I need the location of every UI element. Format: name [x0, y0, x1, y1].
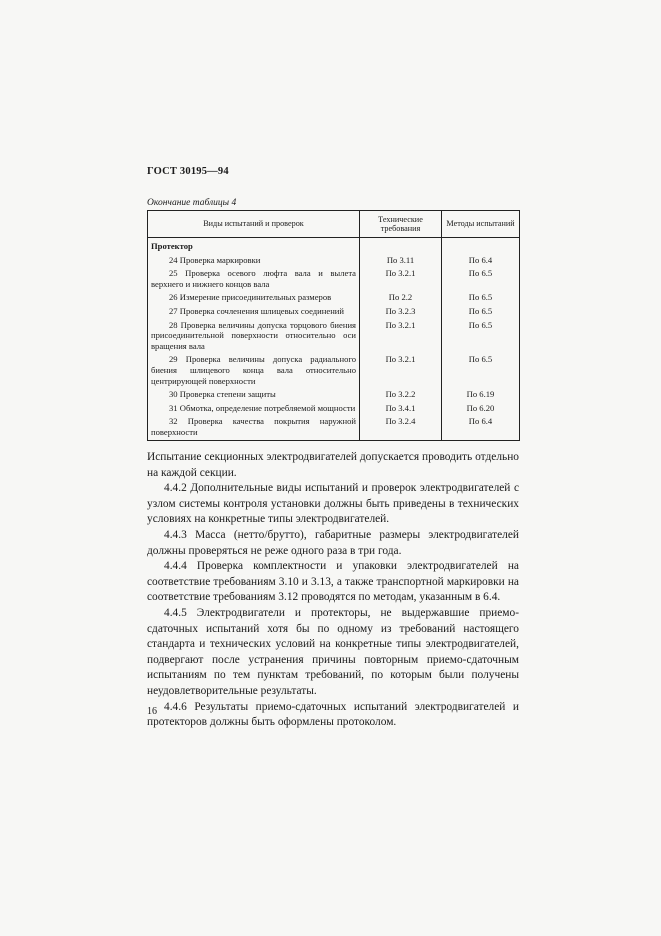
- requirement-cell: По 3.2.1: [360, 319, 442, 354]
- table-header-row: [148, 211, 520, 238]
- method-cell: По 6.5: [442, 305, 520, 319]
- method-cell: По 6.5: [442, 267, 520, 291]
- page-number: 16: [147, 706, 157, 717]
- paragraph-4-4-2: 4.4.2 Дополнительные виды испытаний и проверок электродвигателей с узлом системы контроля установки должны быть приведены в технических условиях на конкретные типы электродвигателей.: [147, 482, 519, 526]
- requirement-cell: По 3.2.2: [360, 388, 442, 402]
- test-name-cell: 29 Проверка величины допуска радиального биения шлицевого конца вала относительно центрирующей поверхности: [148, 353, 360, 388]
- method-cell: По 6.5: [442, 291, 520, 305]
- test-name-cell: 24 Проверка маркировки: [148, 254, 360, 268]
- table-row: [148, 254, 520, 268]
- paragraph-4-4-4: 4.4.4 Проверка комплектности и упаковки электродвигателей на соответствие требованиям 3.10 и 3.13, а также транспортной маркировки на соответствие требованиям 3.12 проводятся по методам, указанным в 6.4.: [147, 560, 519, 604]
- requirement-cell: По 3.2.1: [360, 267, 442, 291]
- paragraph-4-4-6: 4.4.6 Результаты приемо-сдаточных испытаний электродвигателей и протекторов должны быть оформлены протоколом.: [147, 700, 519, 729]
- section-title: Протектор: [148, 238, 360, 254]
- test-name-cell: 32 Проверка качества покрытия наружной поверхности: [148, 415, 360, 440]
- table-caption: Окончание таблицы 4: [147, 198, 237, 208]
- test-name-cell: 31 Обмотка, определение потребляемой мощности: [148, 402, 360, 416]
- paragraph-4-4-3: 4.4.3 Масса (нетто/брутто), габаритные размеры электродвигателей должны проверяться не реже одного раза в три года.: [147, 528, 519, 557]
- requirement-cell: По 2.2: [360, 291, 442, 305]
- table-row: [148, 267, 520, 291]
- column-header-tests: Виды испытаний и проверок: [148, 211, 360, 238]
- test-table: [147, 210, 520, 441]
- body-text: [147, 450, 519, 731]
- table-row: [148, 415, 520, 440]
- method-cell: По 6.4: [442, 415, 520, 440]
- table-section-row: [148, 238, 520, 254]
- method-cell: По 6.19: [442, 388, 520, 402]
- requirement-cell: По 3.2.1: [360, 353, 442, 388]
- requirement-cell: По 3.2.4: [360, 415, 442, 440]
- requirement-cell: По 3.11: [360, 254, 442, 268]
- method-cell: По 6.4: [442, 254, 520, 268]
- table-row: [148, 291, 520, 305]
- table-row: [148, 388, 520, 402]
- document-header: ГОСТ 30195—94: [147, 166, 229, 177]
- test-name-cell: 27 Проверка сочленения шлицевых соединений: [148, 305, 360, 319]
- table-row: [148, 319, 520, 354]
- test-name-cell: 25 Проверка осевого люфта вала и вылета верхнего и нижнего концов вала: [148, 267, 360, 291]
- column-header-requirements: Технические требования: [360, 211, 442, 238]
- column-header-methods: Методы испытаний: [442, 211, 520, 238]
- test-name-cell: 26 Измерение присоединительных размеров: [148, 291, 360, 305]
- method-cell: По 6.20: [442, 402, 520, 416]
- table-row: [148, 305, 520, 319]
- paragraph-4-4-5: 4.4.5 Электродвигатели и протекторы, не выдержавшие приемо-сдаточных испытаний хотя бы по одному из требований настоящего стандарта и технических условий на конкретные типы электродвигателей, подвергают после устранения причины повторным приемо-сдаточным испытаниям по тем пунктам требований, по которым были получены неудовлетворительные результаты.: [147, 606, 519, 697]
- table-row: [148, 402, 520, 416]
- requirement-cell: По 3.4.1: [360, 402, 442, 416]
- paragraph: Испытание секционных электродвигателей допускается проводить отдельно на каждой секции.: [147, 451, 519, 479]
- test-name-cell: 28 Проверка величины допуска торцового биения присоединительной поверхности относительно оси вращения вала: [148, 319, 360, 354]
- requirement-cell: По 3.2.3: [360, 305, 442, 319]
- table-row: [148, 353, 520, 388]
- method-cell: По 6.5: [442, 319, 520, 354]
- test-name-cell: 30 Проверка степени защиты: [148, 388, 360, 402]
- method-cell: По 6.5: [442, 353, 520, 388]
